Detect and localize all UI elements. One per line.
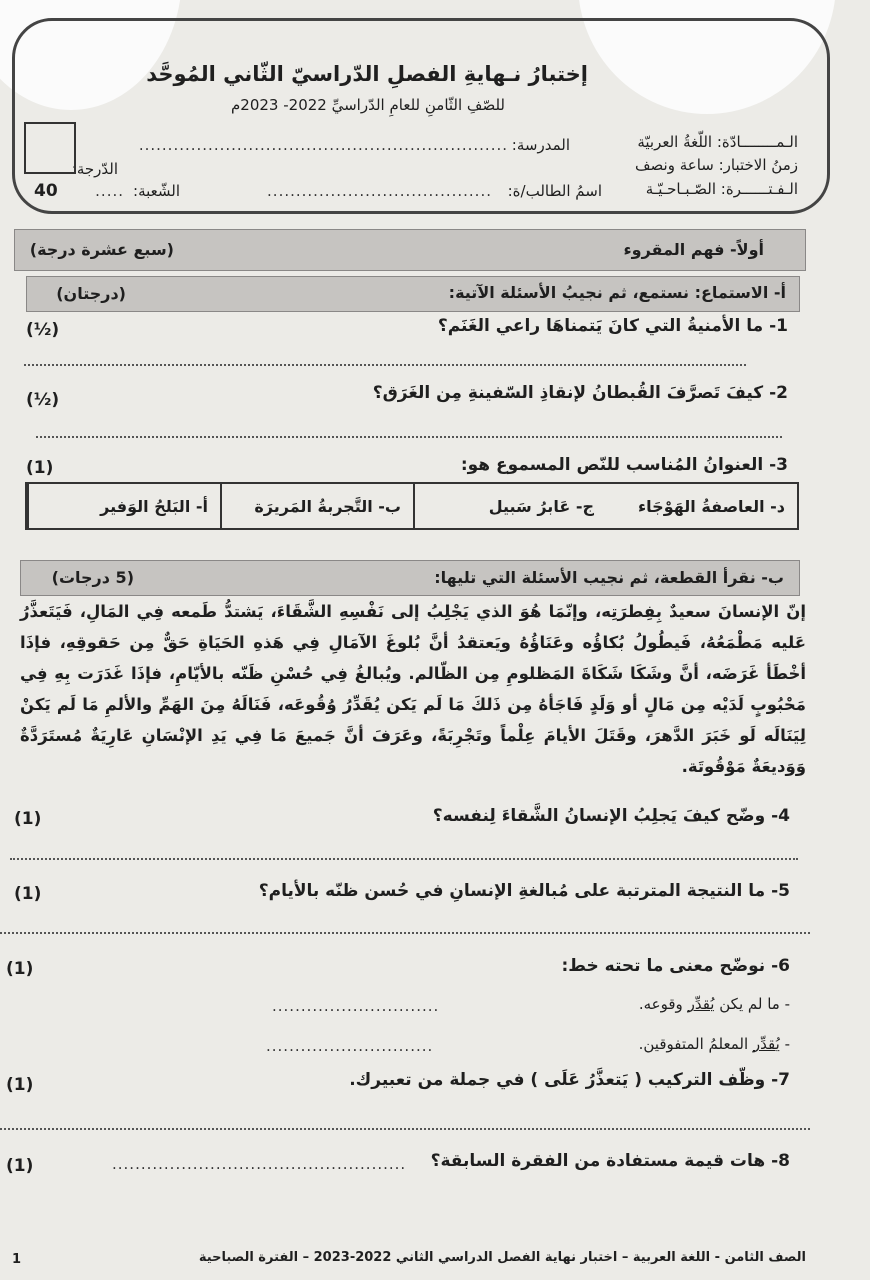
subject-line: الـمــــــــادّة: اللّغةُ العربيّة — [637, 133, 798, 151]
answer-line-7[interactable] — [0, 1128, 810, 1130]
answer-line-4[interactable] — [10, 858, 798, 860]
q6-answer-1[interactable]: ............................. — [272, 997, 440, 1015]
choice-c[interactable]: ج- عَابرُ سَبيل — [413, 484, 606, 528]
exam-subtitle: للصّفِ الثّامنِ للعامِ الدّراسيِّ 2022- 2023م — [230, 96, 505, 114]
student-label: اسمُ الطالب/ة: — [507, 182, 602, 200]
question-3-mark: (1) — [26, 458, 54, 478]
question-3: 3- العنوانُ المُناسب للنّص المسموع هو: — [460, 455, 788, 475]
q6-answer-2[interactable]: ............................. — [266, 1037, 434, 1055]
section-field[interactable]: ..... — [95, 182, 124, 200]
question-8-mark: (1) — [6, 1156, 34, 1176]
question-1: 1- ما الأمنيةُ التي كانَ يَتمناهَا راعي الغَنَم؟ — [437, 316, 788, 336]
grade-box — [24, 122, 76, 174]
section-marks: (سبع عشرة درجة) — [29, 240, 174, 259]
answer-line-5[interactable] — [0, 932, 810, 934]
question-7: 7- وظّف التركيب ( يَتعذَّرُ عَلَى ) في جملة من تعبيرك. — [349, 1070, 790, 1090]
reading-passage: إنّ الإنسانَ سعيدٌ بِفِطرَتِه، وإنّمَا هُوَ الذي يَجْلِبُ إلى نَفْسِهِ الشَّقَاءَ، يَشتدُّ طَمعه فِي المَالِ، فَيَتَعذَّرُ عَليه مَطْمَعُهُ، فَيطُولُ بُكاؤُه وعَنَاؤُهُ ويَعتقدُ أنَّ بُلوغَ الآمَالِ فِي هَذهِ الحَيَاةِ حَقٌّ مِن حَقوقِهِ، فإذَا أخْطَأ غَرَضَه، أنَّ وشَكَا شَكَاةَ المَظلومِ مِن الظّالم. ويُبالغُ فِي حُسْنِ ظَنّه بالأيّامِ، فإذَا غَدَرَت بِهِ فِي مَحْبُوبٍ لَدَيْه مِن مَالٍ أو وَلَدٍ فَاجَأهُ مِن ذَلكَ مَا لَم يَكن يُقَدِّرُ وُقُوعَه، فَنَالَهُ مِنَ الهَمِّ والألمِ مَا لَم يَكنْ لِيَنَالَه لَو خَبَرَ الدَّهرَ، وقَتَلَ الأيامَ عِلْماً وتَجْرِبَةً، وعَرَفَ أنَّ جَميعَ مَا فِي يَدِ الإنْسَانِ عَارِيَةٌ مُستَرَدَّةٌ وَوَديعَةٌ مَوْقُوتَة. — [20, 602, 806, 776]
question-5: 5- ما النتيجة المترتبة على مُبالغةِ الإنسانِ في حُسن ظنّه بالأيام؟ — [258, 881, 790, 901]
question-6-mark: (1) — [6, 959, 34, 979]
question-6: 6- نوضّح معنى ما تحته خط: — [561, 956, 790, 976]
choice-a[interactable]: أ- البَلحُ الوَفير — [27, 484, 220, 528]
question-8: 8- هات قيمة مستفادة من الفقرة السابقة؟ — [430, 1151, 790, 1171]
student-field[interactable]: ....................................... — [267, 182, 492, 200]
exam-title: إختبارُ نـهايةِ الفصلِ الدّراسيّ الثّاني المُوحَّد — [146, 62, 588, 86]
answer-line-1[interactable] — [24, 364, 746, 366]
part-a-title: أ- الاستماع: نستمع، ثم نجيبُ الأسئلة الآتية: — [448, 283, 786, 302]
page-footer: الصف الثامن - اللغة العربية – اختبار نهاية الفصل الدراسي الثاني 2022-2023 – الفترة الصباحية — [198, 1250, 806, 1265]
question-7-mark: (1) — [6, 1075, 34, 1095]
question-2: 2- كيفَ تَصرَّفَ القُبطانُ لإنقاذِ السّفينةِ مِن الغَرَق؟ — [372, 383, 788, 403]
question-2-mark: (½) — [26, 390, 60, 410]
part-b-title: ب- نقرأ القطعة، ثم نجيب الأسئلة التي تليها: — [434, 568, 784, 587]
page-number: 1 — [12, 1252, 22, 1267]
q6-item-2: - يُقدِّر المعلمُ المتفوقين. — [638, 1035, 790, 1053]
period-line: الـفـتــــــرة: الصّـبـاحـيّـة — [645, 180, 798, 198]
grade-label: الدّرجة: — [71, 160, 118, 178]
section-title: أولاً- فهم المقروء — [623, 240, 764, 259]
question-4-mark: (1) — [14, 809, 42, 829]
question-4: 4- وضّح كيفَ يَجلِبُ الإنسانُ الشَّقاءَ لِنفسه؟ — [432, 806, 790, 826]
time-line: زمنُ الاختبار: ساعة ونصف — [634, 156, 798, 174]
choice-b[interactable]: ب- التَّجربةُ المَريرَة — [220, 484, 413, 528]
answer-line-8[interactable]: ................................................... — [112, 1155, 407, 1173]
choice-d[interactable]: د- العاصفةُ الهَوْجَاء — [637, 496, 785, 516]
part-b-marks: (5 درجات) — [51, 568, 134, 587]
total-marks: 40 — [34, 181, 58, 201]
section-label: الشّعبة: — [133, 182, 180, 200]
school-field[interactable]: ................................................................ — [138, 136, 508, 154]
question-1-mark: (½) — [26, 320, 60, 340]
school-label: المدرسة: — [511, 136, 570, 154]
answer-line-2[interactable] — [36, 436, 782, 438]
q6-item-1: - ما لم يكن يُقدِّر وقوعه. — [638, 995, 790, 1013]
part-a-marks: (درجتان) — [56, 284, 126, 303]
choices-table — [25, 482, 799, 530]
question-5-mark: (1) — [14, 884, 42, 904]
